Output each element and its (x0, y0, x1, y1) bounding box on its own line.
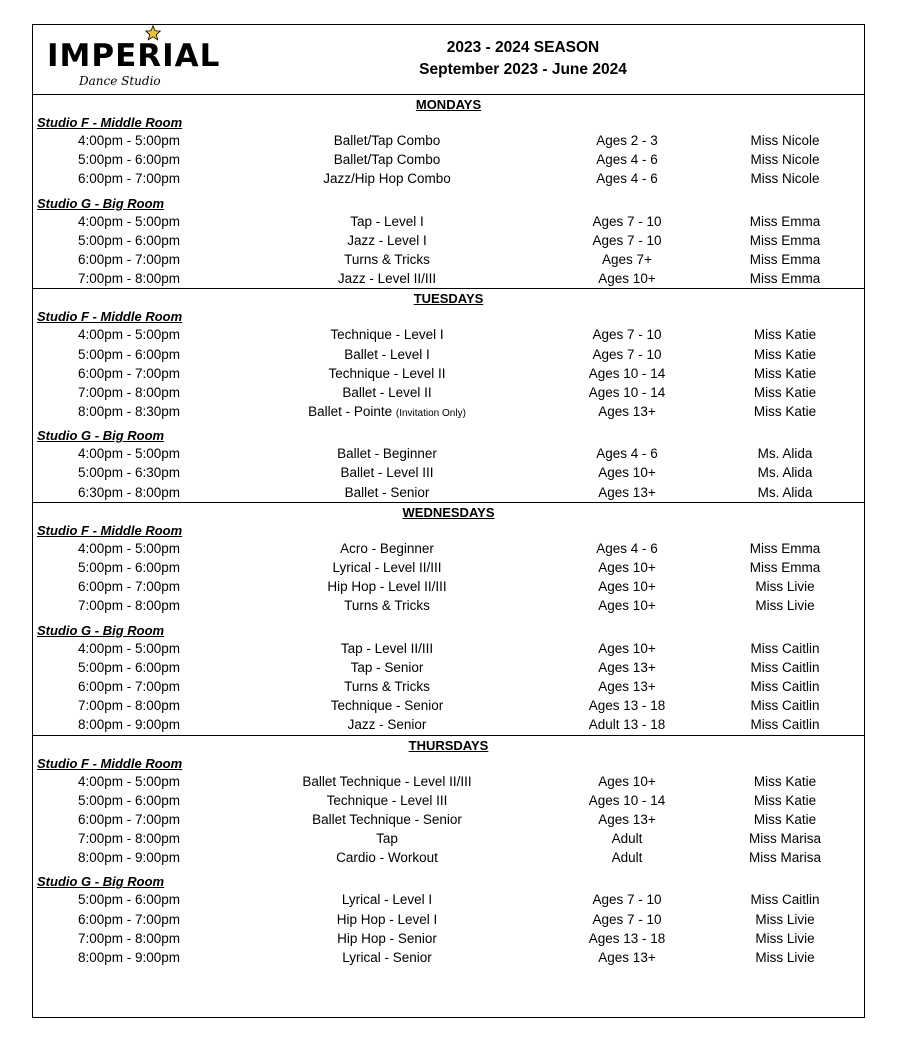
class-instructor: Miss Caitlin (750, 698, 820, 714)
class-instructor: Miss Emma (749, 271, 821, 287)
class-name: Turns & Tricks (344, 598, 430, 614)
day-section (33, 503, 864, 736)
class-ages: Ages 13+ (598, 811, 656, 827)
class-time: 5:00pm - 6:00pm (77, 892, 181, 908)
day-title: WEDNESDAYS (402, 504, 495, 520)
class-ages: Ages 13+ (598, 950, 656, 965)
class-name: Turns & Tricks (344, 251, 430, 267)
class-instructor: Miss Livie (755, 930, 815, 946)
class-row (33, 558, 864, 577)
class-name: Ballet - Senior (344, 484, 430, 500)
class-instructor: Miss Katie (753, 327, 817, 343)
room-heading: Studio G - Big Room (37, 195, 165, 211)
class-instructor: Miss Caitlin (750, 892, 820, 908)
class-name: Technique - Level I (330, 327, 444, 343)
season-title-block (373, 37, 673, 81)
class-name-cell (308, 402, 466, 423)
class-instructor: Miss Livie (755, 911, 815, 927)
class-ages: Ages 10+ (598, 271, 656, 287)
class-name: Acro - Beginner (340, 540, 434, 556)
class-instructor: Miss Livie (755, 950, 815, 965)
class-name: Tap - Level II/III (340, 640, 434, 656)
class-row (33, 131, 864, 150)
class-name: Jazz - Senior (347, 717, 427, 733)
class-name: Technique - Senior (330, 698, 444, 714)
class-time: 4:00pm - 5:00pm (77, 446, 181, 462)
class-row (33, 463, 864, 482)
schedule-header (33, 25, 864, 95)
class-row (33, 169, 864, 188)
class-time: 8:00pm - 9:00pm (77, 850, 181, 866)
class-name: Ballet - Pointe (308, 404, 393, 420)
class-row (33, 810, 864, 829)
day-title: THURSDAYS (408, 737, 489, 753)
class-instructor: Miss Caitlin (750, 717, 820, 733)
class-time: 6:00pm - 7:00pm (77, 365, 181, 381)
class-name: Technique - Level II (328, 365, 446, 381)
class-name: Ballet/Tap Combo (333, 152, 441, 168)
class-instructor: Miss Marisa (748, 831, 822, 847)
class-instructor: Miss Nicole (750, 171, 820, 187)
logo-wordmark: IMPERIAL (47, 38, 221, 74)
class-row (33, 890, 864, 909)
class-name: Ballet - Level III (340, 465, 434, 481)
star-icon (145, 25, 161, 41)
class-ages: Ages 13+ (598, 404, 656, 420)
class-time: 6:00pm - 7:00pm (77, 251, 181, 267)
class-row (33, 250, 864, 269)
class-ages: Ages 4 - 6 (596, 152, 658, 168)
class-ages: Ages 13+ (598, 484, 656, 500)
class-instructor: Ms. Alida (757, 484, 813, 500)
class-time: 7:00pm - 8:00pm (77, 271, 181, 287)
class-instructor: Miss Katie (753, 384, 817, 400)
class-instructor: Miss Katie (753, 404, 817, 420)
class-name: Ballet Technique - Level II/III (302, 773, 472, 789)
class-instructor: Miss Caitlin (750, 640, 820, 656)
class-ages: Ages 13 - 18 (588, 930, 666, 946)
studio-logo (47, 31, 221, 91)
class-row (33, 444, 864, 463)
class-time: 6:30pm - 8:00pm (77, 484, 181, 500)
class-row (33, 658, 864, 677)
class-ages: Ages 13+ (598, 659, 656, 675)
class-time: 5:00pm - 6:00pm (77, 232, 181, 248)
class-ages: Ages 7 - 10 (592, 911, 662, 927)
class-row (33, 577, 864, 596)
class-ages: Ages 10 - 14 (588, 384, 666, 400)
class-time: 5:00pm - 6:00pm (77, 792, 181, 808)
class-name: Hip Hop - Level II/III (327, 579, 447, 595)
class-ages: Adult 13 - 18 (588, 717, 666, 733)
class-instructor: Miss Nicole (750, 152, 820, 168)
class-instructor: Miss Emma (749, 540, 821, 556)
day-title: TUESDAYS (413, 291, 484, 307)
class-name: Technique - Level III (326, 792, 448, 808)
class-row (33, 639, 864, 658)
class-row (33, 910, 864, 929)
class-ages: Adult (611, 831, 643, 847)
day-section (33, 289, 864, 503)
season-title: 2023 - 2024 SEASON (446, 39, 600, 56)
class-instructor: Miss Katie (753, 346, 817, 362)
class-ages: Ages 7 - 10 (592, 213, 662, 229)
class-ages: Ages 7 - 10 (592, 327, 662, 343)
class-instructor: Miss Katie (753, 365, 817, 381)
class-ages: Ages 4 - 6 (596, 540, 658, 556)
class-instructor: Miss Emma (749, 560, 821, 575)
class-name: Lyrical - Senior (342, 950, 432, 965)
class-row (33, 791, 864, 810)
class-time: 4:00pm - 5:00pm (77, 640, 181, 656)
room-heading: Studio F - Middle Room (37, 755, 183, 771)
class-name: Jazz - Level II/III (337, 271, 437, 287)
class-time: 8:00pm - 8:30pm (77, 404, 181, 420)
class-note: (Invitation Only) (395, 408, 466, 420)
class-instructor: Miss Caitlin (750, 678, 820, 694)
class-time: 5:00pm - 6:00pm (77, 659, 181, 675)
class-ages: Ages 4 - 6 (596, 446, 658, 462)
class-time: 6:00pm - 7:00pm (77, 579, 181, 595)
class-time: 7:00pm - 8:00pm (77, 831, 181, 847)
class-time: 6:00pm - 7:00pm (77, 171, 181, 187)
class-row (33, 269, 864, 288)
class-row (33, 696, 864, 715)
class-time: 7:00pm - 8:00pm (77, 384, 181, 400)
class-time: 8:00pm - 9:00pm (77, 717, 181, 733)
class-row (33, 212, 864, 231)
class-row (33, 483, 864, 502)
class-row (33, 848, 864, 867)
class-row (33, 596, 864, 615)
class-row (33, 829, 864, 848)
class-ages: Ages 7+ (602, 251, 652, 267)
class-row (33, 948, 864, 967)
class-name: Hip Hop - Level I (336, 911, 438, 927)
class-instructor: Miss Katie (753, 792, 817, 808)
class-row (33, 715, 864, 734)
class-ages: Ages 10+ (598, 773, 656, 789)
class-time: 4:00pm - 5:00pm (77, 540, 181, 556)
class-ages: Ages 2 - 3 (596, 133, 658, 148)
schedule-days (33, 95, 864, 967)
class-name: Ballet - Level I (344, 346, 430, 362)
class-ages: Ages 10+ (598, 560, 656, 575)
room-heading: Studio G - Big Room (37, 428, 165, 444)
class-name: Tap - Level I (350, 213, 424, 229)
class-ages: Ages 13+ (598, 678, 656, 694)
class-time: 4:00pm - 5:00pm (77, 327, 181, 343)
class-instructor: Miss Nicole (750, 133, 820, 148)
class-instructor: Miss Caitlin (750, 659, 820, 675)
class-ages: Adult (611, 850, 643, 866)
class-name: Tap (376, 831, 398, 847)
class-time: 6:00pm - 7:00pm (77, 911, 181, 927)
class-name: Hip Hop - Senior (337, 930, 437, 946)
room-heading: Studio G - Big Room (37, 622, 165, 638)
class-name: Ballet - Level II (342, 384, 432, 400)
class-instructor: Miss Livie (755, 579, 815, 595)
class-name: Ballet/Tap Combo (333, 133, 441, 148)
class-instructor: Miss Katie (753, 811, 817, 827)
class-row (33, 402, 864, 421)
class-ages: Ages 4 - 6 (596, 171, 658, 187)
class-time: 7:00pm - 8:00pm (77, 930, 181, 946)
class-ages: Ages 10 - 14 (588, 792, 666, 808)
class-time: 6:00pm - 7:00pm (77, 811, 181, 827)
class-ages: Ages 7 - 10 (592, 232, 662, 248)
room-heading: Studio F - Middle Room (37, 522, 183, 538)
class-time: 4:00pm - 5:00pm (77, 773, 181, 789)
class-row (33, 325, 864, 344)
day-title: MONDAYS (415, 97, 482, 112)
class-row (33, 345, 864, 364)
room-heading: Studio F - Middle Room (37, 309, 183, 325)
class-time: 6:00pm - 7:00pm (77, 678, 181, 694)
schedule-sheet (32, 24, 865, 1018)
room-heading: Studio F - Middle Room (37, 115, 183, 130)
class-row (33, 383, 864, 402)
class-ages: Ages 10+ (598, 465, 656, 481)
class-name: Cardio - Workout (336, 850, 438, 866)
class-time: 4:00pm - 5:00pm (77, 133, 181, 148)
room-heading: Studio G - Big Room (37, 874, 165, 890)
class-row (33, 150, 864, 169)
class-time: 7:00pm - 8:00pm (77, 598, 181, 614)
class-name: Turns & Tricks (344, 678, 430, 694)
class-name: Lyrical - Level I (341, 892, 433, 908)
class-row (33, 539, 864, 558)
class-instructor: Miss Katie (753, 773, 817, 789)
class-ages: Ages 7 - 10 (592, 346, 662, 362)
class-time: 5:00pm - 6:00pm (77, 346, 181, 362)
class-name: Jazz - Level I (347, 232, 427, 248)
day-section (33, 736, 864, 968)
class-name: Tap - Senior (350, 659, 424, 675)
class-instructor: Miss Emma (749, 251, 821, 267)
class-time: 5:00pm - 6:00pm (77, 560, 181, 575)
class-ages: Ages 10+ (598, 579, 656, 595)
class-instructor: Miss Emma (749, 213, 821, 229)
class-name: Jazz/Hip Hop Combo (323, 171, 451, 187)
class-name: Ballet - Beginner (337, 446, 437, 462)
class-ages: Ages 10+ (598, 598, 656, 614)
class-name: Lyrical - Level II/III (332, 560, 442, 575)
class-instructor: Miss Marisa (748, 850, 822, 866)
class-row (33, 772, 864, 791)
class-time: 5:00pm - 6:30pm (77, 465, 181, 481)
class-instructor: Ms. Alida (757, 446, 813, 462)
season-dates: September 2023 - June 2024 (419, 61, 627, 78)
class-time: 5:00pm - 6:00pm (77, 152, 181, 168)
class-ages: Ages 7 - 10 (592, 892, 662, 908)
class-row (33, 677, 864, 696)
class-ages: Ages 10 - 14 (588, 365, 666, 381)
day-section (33, 95, 864, 289)
class-time: 4:00pm - 5:00pm (77, 213, 181, 229)
class-row (33, 364, 864, 383)
class-time: 7:00pm - 8:00pm (77, 698, 181, 714)
class-instructor: Ms. Alida (757, 465, 813, 481)
class-instructor: Miss Emma (749, 232, 821, 248)
class-name: Ballet Technique - Senior (312, 811, 462, 827)
logo-subtitle: Dance Studio (79, 74, 161, 88)
class-instructor: Miss Livie (755, 598, 815, 614)
class-ages: Ages 13 - 18 (588, 698, 666, 714)
class-row (33, 231, 864, 250)
class-time: 8:00pm - 9:00pm (77, 950, 181, 965)
class-ages: Ages 10+ (598, 640, 656, 656)
class-row (33, 929, 864, 948)
